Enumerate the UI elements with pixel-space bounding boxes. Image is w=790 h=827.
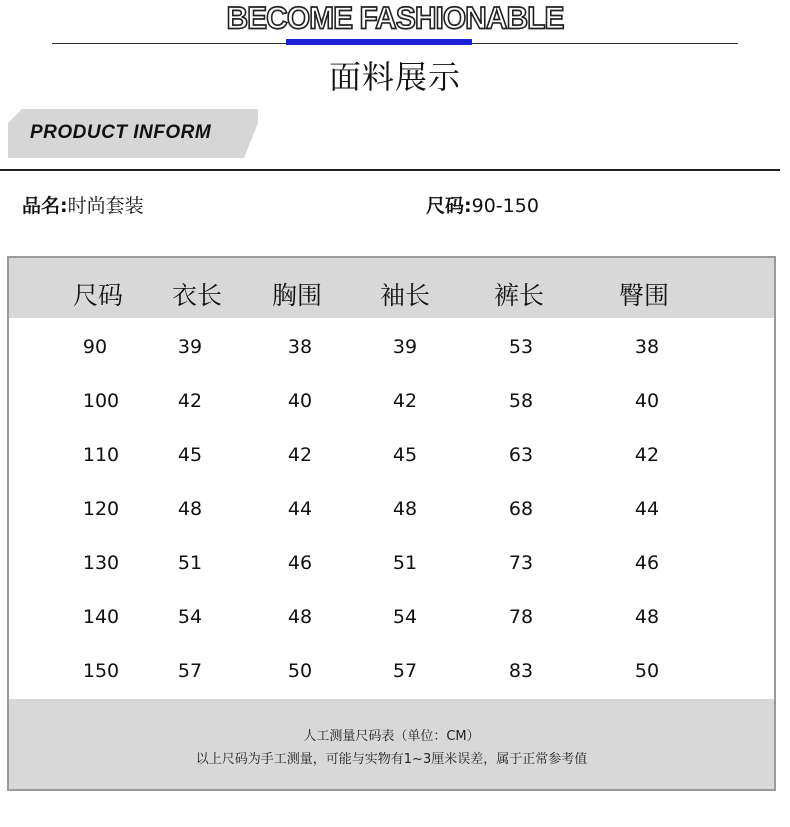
- table-cell: 57: [392, 660, 418, 682]
- table-cell: 90: [82, 336, 108, 358]
- table-cell: 54: [177, 606, 203, 628]
- table-cell: 40: [634, 390, 660, 412]
- table-cell: 39: [392, 336, 418, 358]
- table-cell: 42: [177, 390, 203, 412]
- table-cell: 42: [287, 444, 313, 466]
- column-header: 袖长: [379, 281, 431, 310]
- table-cell: 58: [508, 390, 534, 412]
- product-name: [22, 191, 144, 218]
- table-cell: 44: [634, 498, 660, 520]
- table-cell: 44: [287, 498, 313, 520]
- section-tab-label: PRODUCT INFORM: [30, 122, 212, 143]
- table-cell: 50: [634, 660, 660, 682]
- size-table-footer: [9, 699, 774, 789]
- table-cell: 48: [177, 498, 203, 520]
- section-divider: [0, 169, 780, 171]
- measurement-note-title: 人工测量尺码表（单位：CM）: [303, 729, 480, 744]
- table-cell: 51: [392, 552, 418, 574]
- size-range-label: 尺码:: [426, 195, 472, 217]
- size-table: [7, 256, 776, 791]
- table-cell: 100: [82, 390, 120, 412]
- table-row: [9, 498, 774, 552]
- table-cell: 51: [177, 552, 203, 574]
- column-header: 尺码: [72, 281, 124, 310]
- table-cell: 150: [82, 660, 120, 682]
- table-cell: 40: [287, 390, 313, 412]
- table-cell: 39: [177, 336, 203, 358]
- table-row: [9, 336, 774, 390]
- size-table-header: [9, 258, 774, 318]
- table-cell: 42: [392, 390, 418, 412]
- product-name-label: 品名:: [22, 195, 68, 217]
- table-row: [9, 552, 774, 606]
- table-cell: 68: [508, 498, 534, 520]
- product-name-value: 时尚套装: [67, 195, 144, 217]
- column-header: 臀围: [618, 281, 670, 310]
- table-cell: 50: [287, 660, 313, 682]
- table-cell: 46: [634, 552, 660, 574]
- table-cell: 45: [392, 444, 418, 466]
- table-cell: 48: [634, 606, 660, 628]
- table-cell: 38: [634, 336, 660, 358]
- table-cell: 120: [82, 498, 120, 520]
- table-cell: 42: [634, 444, 660, 466]
- column-header: 胸围: [271, 281, 323, 310]
- table-cell: 73: [508, 552, 534, 574]
- table-row: [9, 390, 774, 444]
- product-size-range: [426, 191, 539, 218]
- table-cell: 48: [287, 606, 313, 628]
- table-cell: 38: [287, 336, 313, 358]
- column-header: 裤长: [493, 281, 545, 310]
- table-cell: 83: [508, 660, 534, 682]
- table-cell: 78: [508, 606, 534, 628]
- table-cell: 45: [177, 444, 203, 466]
- table-row: [9, 444, 774, 498]
- header-accent-bar: [286, 39, 472, 45]
- table-cell: 48: [392, 498, 418, 520]
- section-tab: [8, 109, 258, 158]
- brand-title: BECOME FASHIONABLE: [226, 1, 564, 36]
- table-cell: 140: [82, 606, 120, 628]
- table-cell: 110: [82, 444, 120, 466]
- table-cell: 63: [508, 444, 534, 466]
- table-row: [9, 606, 774, 660]
- page-subtitle: 面料展示: [328, 58, 461, 96]
- table-cell: 57: [177, 660, 203, 682]
- table-cell: 53: [508, 336, 534, 358]
- table-cell: 46: [287, 552, 313, 574]
- table-cell: 130: [82, 552, 120, 574]
- table-cell: 54: [392, 606, 418, 628]
- size-range-value: 90-150: [471, 195, 539, 217]
- measurement-note-detail: 以上尺码为手工测量，可能与实物有1~3厘米误差，属于正常参考值: [195, 752, 588, 767]
- column-header: 衣长: [171, 281, 223, 310]
